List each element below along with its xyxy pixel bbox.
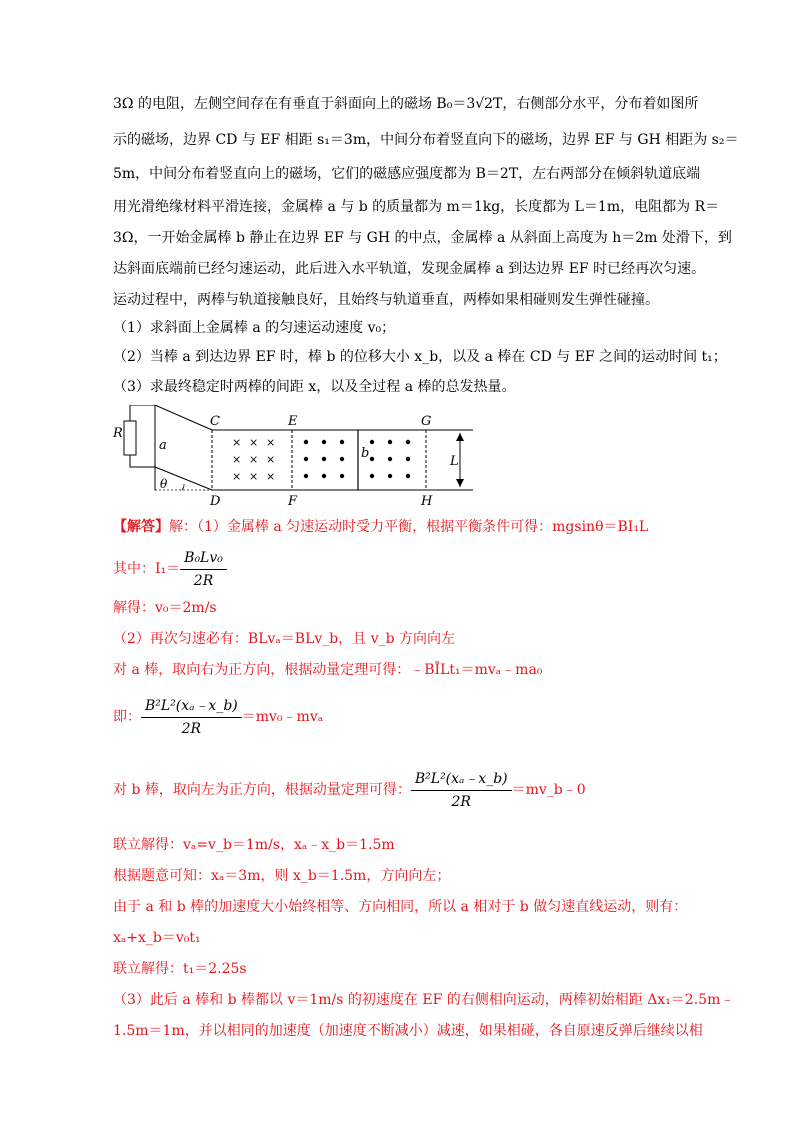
field-cross-symbol: ×: [249, 453, 259, 466]
problem-line-3: 5m，中间分布着竖直向上的磁场，它们的磁感应强度都为 B＝2T，左右两部分在倾斜轨道底端: [113, 166, 701, 182]
solution-line-7: [113, 768, 586, 812]
solution-text-7-pre: 对 b 棒，取向左为正方向，根据动量定理可得：: [113, 782, 411, 798]
solution-text-6-pre: 即：: [113, 709, 141, 725]
solution-line-10: 由于 a 和 b 棒的加速度大小始终相等、方向相同，所以 a 相对于 b 做匀速直线运动，则有：: [113, 899, 688, 915]
field-dot-symbol: [406, 440, 410, 444]
field-cross-symbol: ×: [249, 470, 259, 483]
field-dot-symbol: [322, 457, 326, 461]
question-3: （3）求最终稳定时两棒的间距 x，以及全过程 a 棒的总发热量。: [113, 379, 516, 395]
formula-current-num: B₀Lv₀: [180, 549, 227, 570]
field-cross-symbol: ×: [232, 470, 242, 483]
field-dot-symbol: [304, 440, 308, 444]
problem-line-6: 达斜面底端前已经匀速运动，此后进入水平轨道，发现金属棒 a 到达边界 EF 时已经再次匀速。: [113, 261, 706, 277]
solution-text-2: 其中：I₁＝: [113, 561, 181, 577]
problem-line-1: 3Ω 的电阻，左侧空间存在有垂直于斜面向上的磁场 B₀＝3√2T，右侧部分水平，分布着如图所: [113, 96, 699, 112]
problem-line-5: 3Ω，一开始金属棒 b 静止在边界 EF 与 GH 的中点，金属棒 a 从斜面上高度为 h＝2m 处滑下，到: [113, 230, 732, 246]
field-out-of-page: [304, 440, 410, 478]
solution-line-13: （3）此后 a 棒和 b 棒都以 v＝1m/s 的初速度在 EF 的右侧相向运动，两棒初始相距 Δx₁＝2.5m﹣: [113, 992, 735, 1008]
formula-current-den: 2R: [193, 572, 214, 589]
incline-rail-top: [155, 405, 212, 430]
label-b: b: [361, 446, 370, 461]
solution-tag: 【解答】: [113, 519, 169, 535]
dimension-arrow-down: [456, 479, 464, 487]
problem-line-4: 用光滑绝缘材料平滑连接，金属棒 a 与 b 的质量都为 m＝1kg，长度都为 L＝1m，电阻都为 R＝: [113, 199, 720, 215]
field-dot-symbol: [406, 474, 410, 478]
formula-momentum-a: [141, 697, 242, 738]
field-dot-symbol: [304, 474, 308, 478]
solution-line-12: 联立解得：t₁＝2.25s: [113, 961, 247, 977]
label-G: G: [421, 414, 432, 429]
field-dot-symbol: [340, 457, 344, 461]
question-2: （2）当棒 a 到达边界 EF 时，棒 b 的位移大小 x_b，以及 a 棒在 CD 与 EF 之间的运动时间 t₁；: [113, 349, 727, 365]
field-cross-symbol: ×: [266, 470, 276, 483]
field-cross-symbol: ×: [232, 453, 242, 466]
field-dot-symbol: [304, 457, 308, 461]
problem-line-7: 运动过程中，两棒与轨道接触良好，且始终与轨道垂直，两棒如果相碰则发生弹性碰撞。: [113, 292, 659, 308]
solution-text-1: 解：（1）金属棒 a 匀速运动时受力平衡，根据平衡条件可得：mgsinθ＝BI₁L: [169, 519, 649, 535]
formula-momentum-a-num: B²L²(xₐ﹣x_b): [141, 697, 242, 718]
solution-line-2: [113, 548, 227, 590]
field-cross-symbol: ×: [266, 453, 276, 466]
label-L: L: [450, 454, 459, 469]
field-dot-symbol: [370, 474, 374, 478]
solution-line-6: [113, 695, 323, 739]
label-E: E: [288, 414, 298, 429]
problem-line-2: 示的磁场，边界 CD 与 EF 相距 s₁＝3m，中间分布着竖直向下的磁场，边界 EF 与 GH 相距为 s₂＝: [113, 132, 739, 148]
solution-line-11: xₐ+x_b＝v₀t₁: [113, 930, 201, 946]
formula-momentum-b-num: B²L²(xₐ﹣x_b): [411, 770, 512, 791]
field-into-page: [232, 436, 275, 483]
solution-line-14: 1.5m＝1m，并以相同的加速度（加速度不断减小）减速，如果相碰，各自原速反弹后继续以相: [113, 1023, 703, 1039]
field-cross-symbol: ×: [232, 436, 242, 449]
solution-line-5: 对 a 棒，取向右为正方向，根据动量定理可得：﹣BĪLt₁＝mvₐ﹣ma₀: [113, 662, 543, 678]
dimension-arrow-up: [456, 433, 464, 441]
field-dot-symbol: [388, 457, 392, 461]
label-F: F: [288, 494, 298, 509]
solution-line-9: 根据题意可知：xₐ＝3m，则 x_b＝1.5m，方向向左；: [113, 868, 451, 884]
resistor: [124, 421, 136, 455]
formula-current: [180, 549, 227, 590]
solution-text-6-post: ＝mv₀﹣mvₐ: [241, 709, 324, 725]
field-cross-symbol: ×: [249, 436, 259, 449]
label-R: R: [113, 426, 123, 441]
solution-line-3: 解得：v₀＝2m/s: [113, 600, 217, 616]
solution-line-4: （2）再次匀速必有：BLvₐ＝BLv_b，且 v_b 方向向左: [113, 631, 456, 647]
solution-line-1: [113, 517, 648, 537]
formula-momentum-b-den: 2R: [451, 793, 471, 810]
label-theta: θ: [160, 477, 168, 491]
formula-momentum-a-den: 2R: [181, 720, 202, 737]
field-dot-symbol: [322, 474, 326, 478]
field-cross-symbol: ×: [266, 436, 276, 449]
field-dot-symbol: [406, 457, 410, 461]
solution-line-8: 联立解得：vₐ=v_b＝1m/s，xₐ﹣x_b＝1.5m: [113, 837, 395, 853]
field-dot-symbol: [388, 474, 392, 478]
angle-arc: [182, 484, 184, 490]
label-H: H: [421, 494, 433, 509]
formula-momentum-b: [411, 770, 512, 811]
field-dot-symbol: [340, 474, 344, 478]
label-D: D: [210, 494, 221, 509]
solution-text-7-post: ＝mv_b﹣0: [511, 782, 586, 798]
physics-diagram: [110, 405, 480, 510]
field-dot-symbol: [370, 440, 374, 444]
label-C: C: [210, 414, 220, 429]
question-1: （1）求斜面上金属棒 a 的匀速运动速度 v₀；: [113, 320, 396, 336]
field-dot-symbol: [340, 440, 344, 444]
field-dot-symbol: [388, 440, 392, 444]
field-dot-symbol: [322, 440, 326, 444]
field-dot-symbol: [370, 457, 374, 461]
circuit-wire-bottom: [130, 455, 155, 467]
label-a: a: [159, 438, 167, 453]
